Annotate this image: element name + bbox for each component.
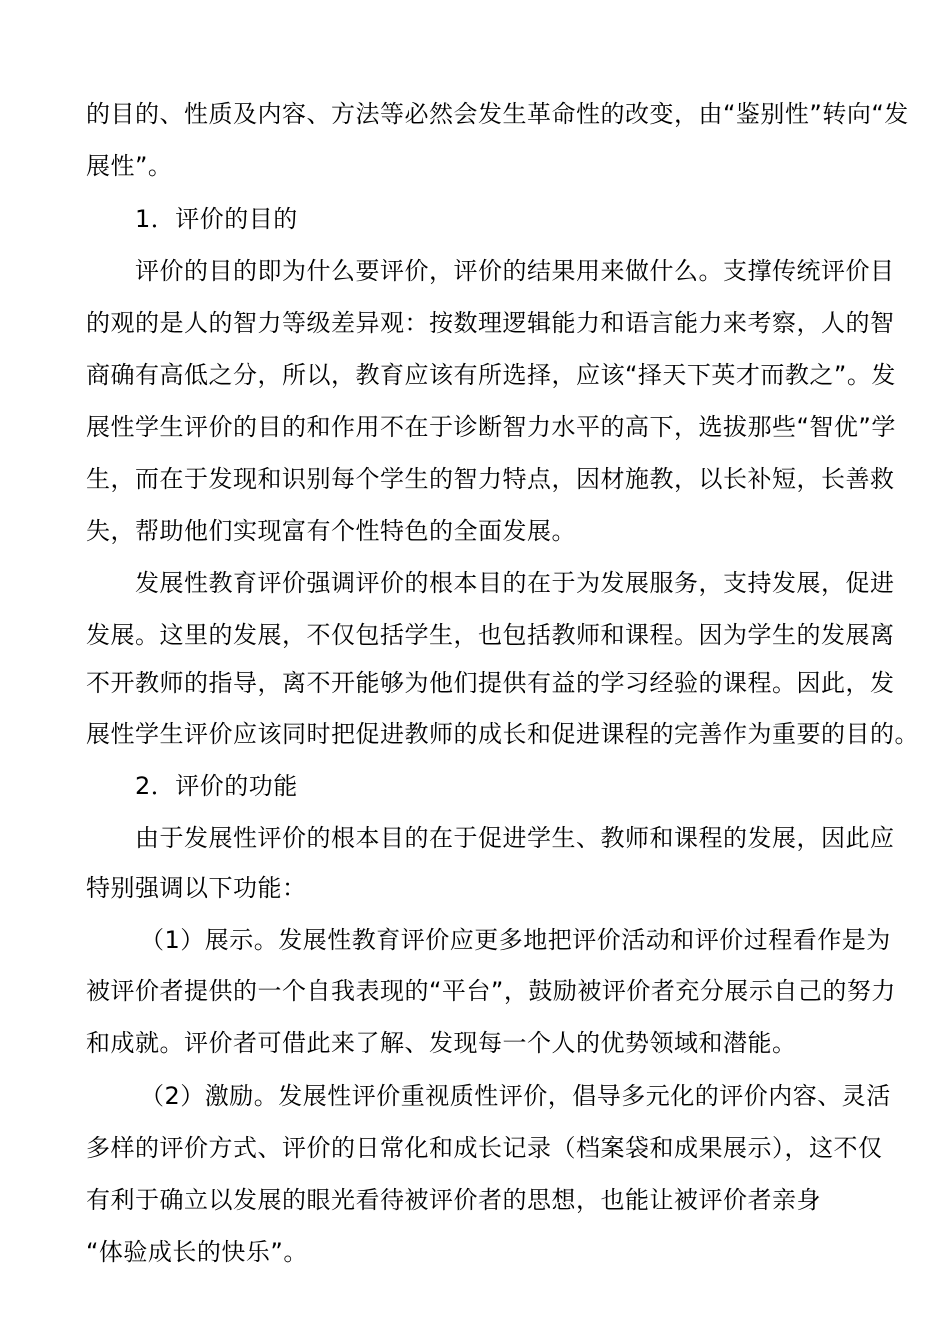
text-line: 的目的、性质及内容、方法等必然会发生革命性的改变，由“鉴别性”转向“发 [86, 100, 909, 128]
text-line: 和成就。评价者可借此来了解、发现每一个人的优势领域和潜能。 [86, 1029, 797, 1057]
text-line: 失，帮助他们实现富有个性特色的全面发展。 [86, 517, 576, 545]
section-heading: 1．评价的目的 [135, 205, 298, 233]
list-item: （1）展示。发展性教育评价应更多地把评价活动和评价过程看作是为 [140, 926, 891, 954]
text-line: 展性学生评价应该同时把促进教师的成长和促进课程的完善作为重要的目的。 [86, 720, 919, 748]
text-line: 被评价者提供的一个自我表现的“平台”，鼓励被评价者充分展示自己的努力 [86, 977, 896, 1005]
text-line: 展性学生评价的目的和作用不在于诊断智力水平的高下，选拔那些“智优”学 [86, 413, 896, 441]
section-heading: 2．评价的功能 [135, 772, 298, 800]
text-line: 有利于确立以发展的眼光看待被评价者的思想，也能让被评价者亲身 [86, 1186, 821, 1214]
text-line: “体验成长的快乐”。 [86, 1238, 308, 1266]
text-line: 展性”。 [86, 152, 173, 180]
text-line: 商确有高低之分，所以，教育应该有所选择，应该“择天下英才而教之”。发 [86, 361, 896, 389]
text-line: 发展。这里的发展，不仅包括学生，也包括教师和课程。因为学生的发展离 [86, 621, 895, 649]
text-line: 的观的是人的智力等级差异观：按数理逻辑能力和语言能力来考察，人的智 [86, 309, 895, 337]
text-line: 生，而在于发现和识别每个学生的智力特点，因材施教，以长补短，长善救 [86, 465, 895, 493]
text-line: 特别强调以下功能： [86, 874, 307, 902]
list-item: （2）激励。发展性评价重视质性评价，倡导多元化的评价内容、灵活 [140, 1082, 891, 1110]
text-line: 不开教师的指导，离不开能够为他们提供有益的学习经验的课程。因此，发 [86, 669, 895, 697]
text-line: 由于发展性评价的根本目的在于促进学生、教师和课程的发展，因此应 [135, 824, 895, 852]
text-line: 多样的评价方式、评价的日常化和成长记录（档案袋和成果展示），这不仅 [86, 1134, 883, 1162]
text-line: 发展性教育评价强调评价的根本目的在于为发展服务，支持发展，促进 [135, 569, 895, 597]
text-line: 评价的目的即为什么要评价，评价的结果用来做什么。支撑传统评价目 [135, 257, 895, 285]
